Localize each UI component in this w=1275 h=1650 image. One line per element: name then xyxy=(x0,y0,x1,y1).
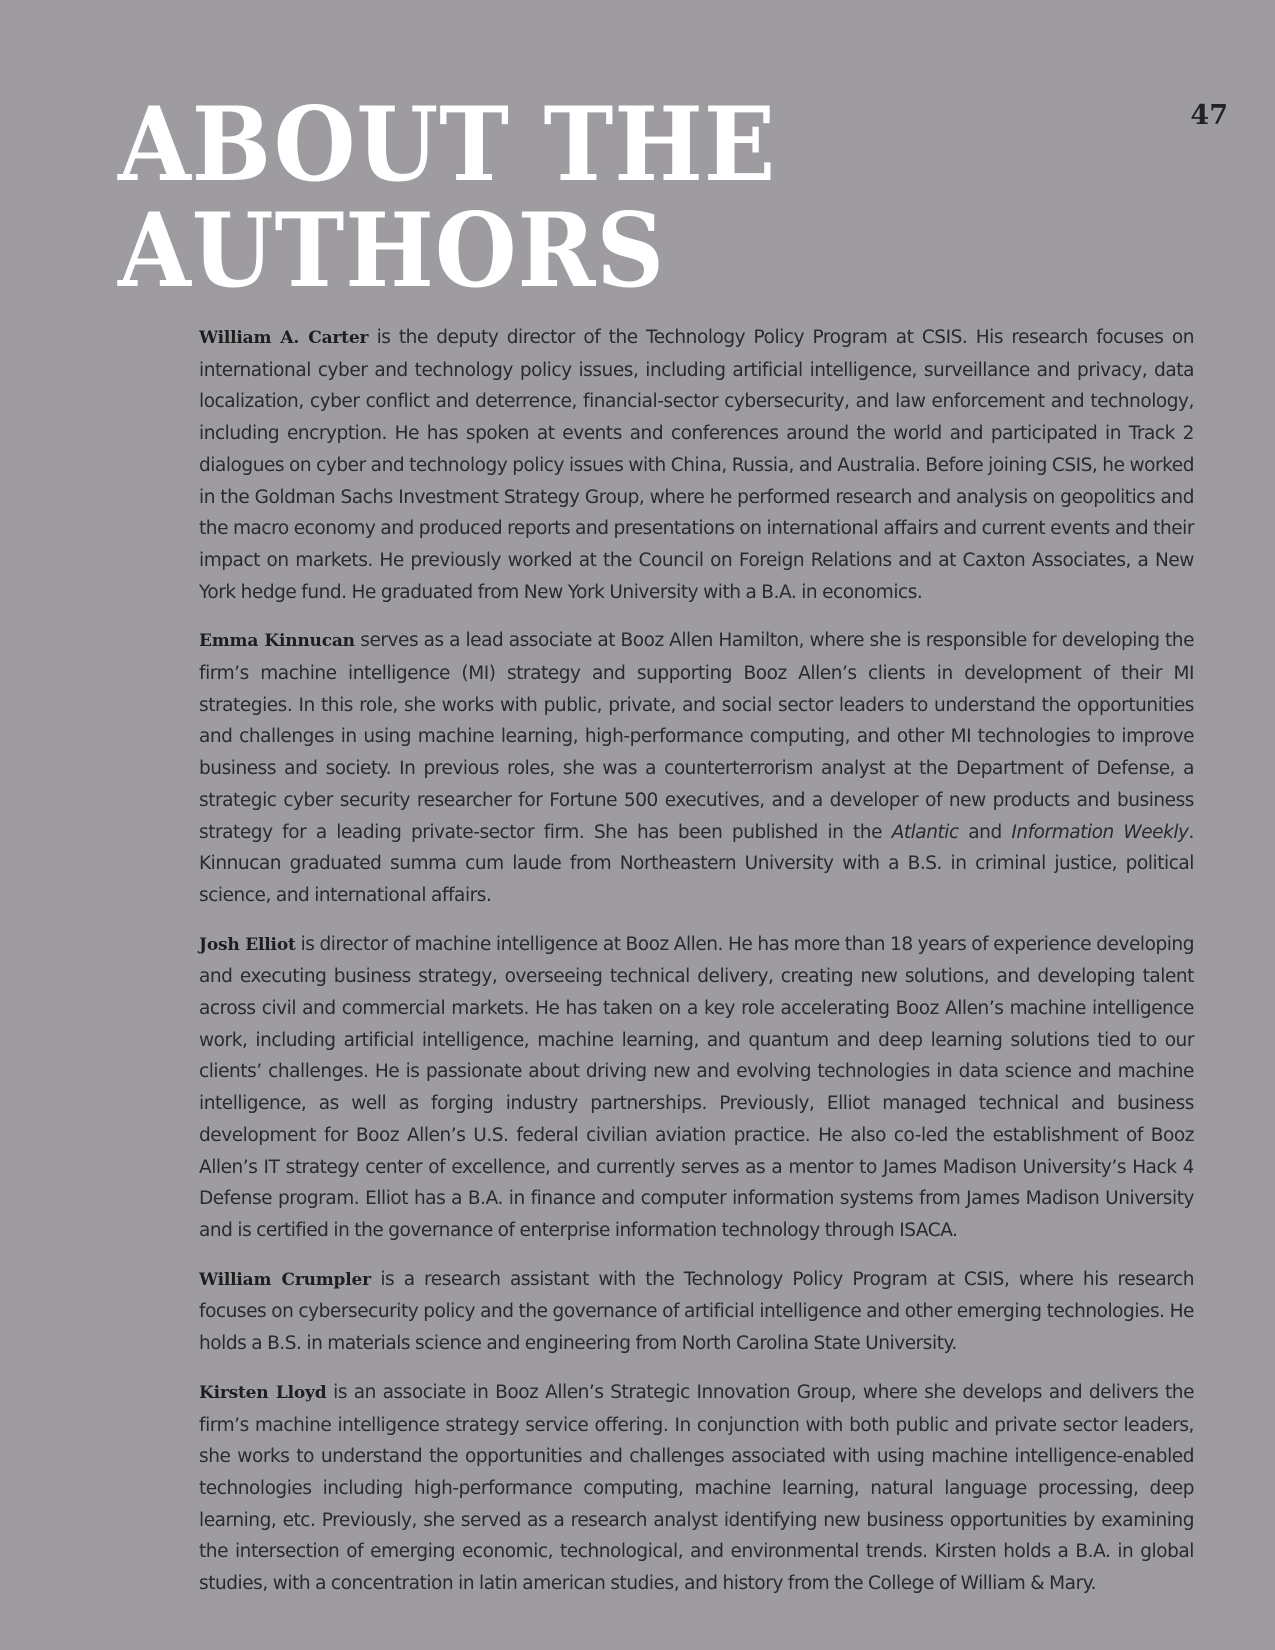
bio-text: . Kinnucan graduated summa cum laude from Northeastern University with a B.S. in criminal justice, political science, and international affairs. xyxy=(199,821,1194,906)
bio-josh-elliot xyxy=(199,929,1194,1247)
bio-emma-kinnucan xyxy=(199,625,1194,911)
bio-william-carter xyxy=(199,322,1194,608)
author-name: William Crumpler xyxy=(199,1269,371,1290)
bio-kirsten-lloyd xyxy=(199,1377,1194,1600)
author-name: Kirsten Lloyd xyxy=(199,1382,327,1403)
author-name: William A. Carter xyxy=(199,328,369,348)
page-title-line-2: AUTHORS xyxy=(118,191,666,311)
author-name: Emma Kinnucan xyxy=(199,631,355,652)
bio-text: is director of machine intelligence at Booz Allen. He has more than 18 years of experience developing and executing business strategy, overseeing technical delivery, creating new solutions, and developing talent across civil and commercial markets. He has taken on a key role accelerating Booz Allen’s machine intelligence work, including artificial intelligence, machine learning, and quantum and deep learning solutions tied to our clients’ challenges. He is passionate about driving new and evolving technologies in data science and machine intelligence, as well as forging industry partnerships. Previously, Elliot managed technical and business development for Booz Allen’s U.S. federal civilian aviation practice. He also co-led the establishment of Booz Allen’s IT strategy center of excellence, and currently serves as a mentor to James Madison University’s Hack 4 Defense program. Elliot has a B.A. in finance and computer information systems from James Madison University and is certified in the governance of enterprise information technology through ISACA. xyxy=(199,933,1194,1241)
author-bios xyxy=(199,322,1194,1617)
bio-text: and xyxy=(958,821,1012,843)
page-number: 47 xyxy=(1190,100,1228,131)
bio-text: serves as a lead associate at Booz Allen Hamilton, where she is responsible for developing the firm’s machine intelligence (MI) strategy and supporting Booz Allen’s clients in development of their MI strategies. In this role, she works with public, private, and social sector leaders to understand the opportunities and challenges in using machine learning, high-performance computing, and other MI technologies to improve business and society. In previous roles, she was a counterterrorism analyst at the Department of Defense, a strategic cyber security researcher for Fortune 500 executives, and a developer of new products and business strategy for a leading private-sector firm. She has been published in the xyxy=(199,630,1194,843)
publication-title: Information Weekly xyxy=(1011,821,1189,843)
author-name: Josh Elliot xyxy=(199,934,296,955)
bio-text: is an associate in Booz Allen’s Strategic Innovation Group, where she develops and delivers the firm’s machine intelligence strategy service offering. In conjunction with both public and private sector leaders, she works to understand the opportunities and challenges associated with using machine intelligence-enabled technologies including high-performance computing, machine learning, natural language processing, deep learning, etc. Previously, she served as a research analyst identifying new business opportunities by examining the intersection of emerging economic, technological, and environmental trends. Kirsten holds a B.A. in global studies, with a concentration in latin american studies, and history from the College of William & Mary. xyxy=(199,1381,1194,1595)
bio-william-crumpler xyxy=(199,1264,1194,1360)
publication-title: Atlantic xyxy=(891,821,959,843)
bio-text: is a research assistant with the Technology Policy Program at CSIS, where his research focuses on cybersecurity policy and the governance of artificial intelligence and other emerging technologies. He holds a B.S. in materials science and engineering from North Carolina State University. xyxy=(199,1268,1194,1355)
page-title-line-1: ABOUT THE xyxy=(118,85,777,205)
page-title xyxy=(118,85,777,311)
bio-text: is the deputy director of the Technology Policy Program at CSIS. His research focuses on international cyber and technology policy issues, including artificial intelligence, surveillance and privacy, data localization, cyber conflict and deterrence, financial-sector cybersecurity, and law enforcement and technology, including encryption. He has spoken at events and conferences around the world and participated in Track 2 dialogues on cyber and technology policy issues with China, Russia, and Australia. Before joining CSIS, he worked in the Goldman Sachs Investment Strategy Group, where he performed research and analysis on geopolitics and the macro economy and produced reports and presentations on international affairs and current events and their impact on markets. He previously worked at the Council on Foreign Relations and at Caxton Associates, a New York hedge fund. He graduated from New York University with a B.A. in economics. xyxy=(199,327,1194,603)
